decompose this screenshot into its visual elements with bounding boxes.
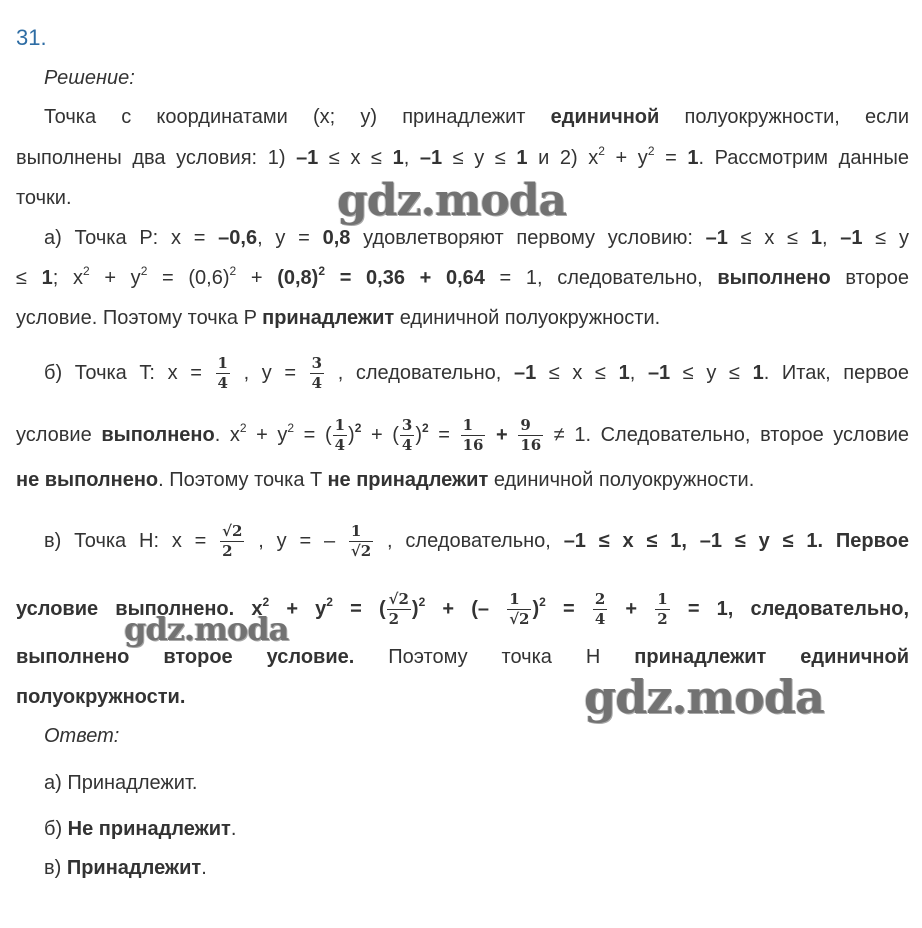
part-c-line-1: в) Точка H: x = $\frac{√2}{2}$ , y = – $\frac{1}{√2}$ , следовательно, –1 ≤ x ≤ 1, –1 ≤ y ≤ 1. Первое <box>44 522 909 560</box>
solution-label: Решение: <box>44 67 135 89</box>
fraction-3-4: $\frac{3}{4}$ <box>311 354 323 392</box>
answer-b: б) Не принадлежит. <box>44 818 237 840</box>
watermark: gdz.moda <box>584 670 824 724</box>
part-a-line-2: ≤ 1; $x^2 + y^2 = (0,6)^2 + (0,8)^2 = 0,36 + 0,64 = 1$, следовательно, выполнено второе <box>16 264 910 289</box>
part-b-line-3: не выполнено. Поэтому точка T не принадлежит единичной полуокружности. <box>16 469 755 491</box>
problem-number: 31. <box>16 25 47 50</box>
fraction-2-4: $\frac{2}{4}$ <box>594 590 606 628</box>
watermark: gdz.moda <box>124 610 289 648</box>
answer-c: в) Принадлежит. <box>44 857 207 879</box>
fraction-1-4: $\frac{1}{4}$ <box>217 354 228 392</box>
fraction-1-2: $\frac{1}{2}$ <box>657 590 668 628</box>
part-b-line-2: условие выполнено. $x^2 + y^2$ = ( $\frac{1}{4}$ )$^2$ + ( $\frac{3}{4}$ )$^2$ = $\frac{1}{16}$ + $\frac{9}{16}$ ≠ 1. Следовательно, второе условие <box>16 416 909 454</box>
fraction-9-16: $\frac{9}{16}$ <box>520 416 542 454</box>
intro-line-1: Точка с координатами (x; y) принадлежит единичной полуокружности, если <box>44 106 909 128</box>
fraction-sqrt2-2: $\frac{√2}{2}$ <box>222 522 243 560</box>
part-c-line-2: условие выполнено. $x^2 + y^2$ = ( $\frac{√2}{2}$ )$^2$ + (– $\frac{1}{√2}$ )$^2$ = $\frac{2}{4}$ + $\frac{1}{2}$ = 1, следовательно, <box>16 590 910 628</box>
part-c-line-4: полуокружности. <box>16 686 186 708</box>
fraction-3-4: $\frac{3}{4}$ <box>401 416 413 454</box>
fraction-1-sqrt2: $\frac{1}{√2}$ <box>509 590 530 628</box>
part-a-line-1: а) Точка P: x = –0,6, y = 0,8 удовлетворяют первому условию: –1 ≤ x ≤ 1, –1 ≤ y <box>44 227 909 249</box>
fraction-1-4: $\frac{1}{4}$ <box>334 416 346 454</box>
watermark: gdz.moda <box>337 175 567 226</box>
part-a-line-3: условие. Поэтому точка P принадлежит единичной полуокружности. <box>16 307 661 329</box>
answer-a: а) Принадлежит. <box>44 772 198 794</box>
intro-line-2: выполнены два условия: 1) –1 ≤ x ≤ 1, –1 ≤ y ≤ 1 и 2) $x^2 + y^2 = 1$. Рассмотрим данные <box>16 144 910 169</box>
part-b-line-1: б) Точка T: x = $\frac{1}{4}$ , y = $\frac{3}{4}$ , следовательно, –1 ≤ x ≤ 1, –1 ≤ y ≤ 1. Итак, первое <box>44 354 909 392</box>
answer-label: Ответ: <box>44 725 120 747</box>
part-c-line-3: выполнено второе условие. Поэтому точка H принадлежит единичной <box>16 646 909 668</box>
fraction-1-sqrt2: $\frac{1}{√2}$ <box>350 522 372 560</box>
fraction-sqrt2-2: $\frac{√2}{2}$ <box>388 590 409 628</box>
intro-line-3: точки. <box>16 187 72 209</box>
fraction-1-16: $\frac{1}{16}$ <box>462 416 484 454</box>
